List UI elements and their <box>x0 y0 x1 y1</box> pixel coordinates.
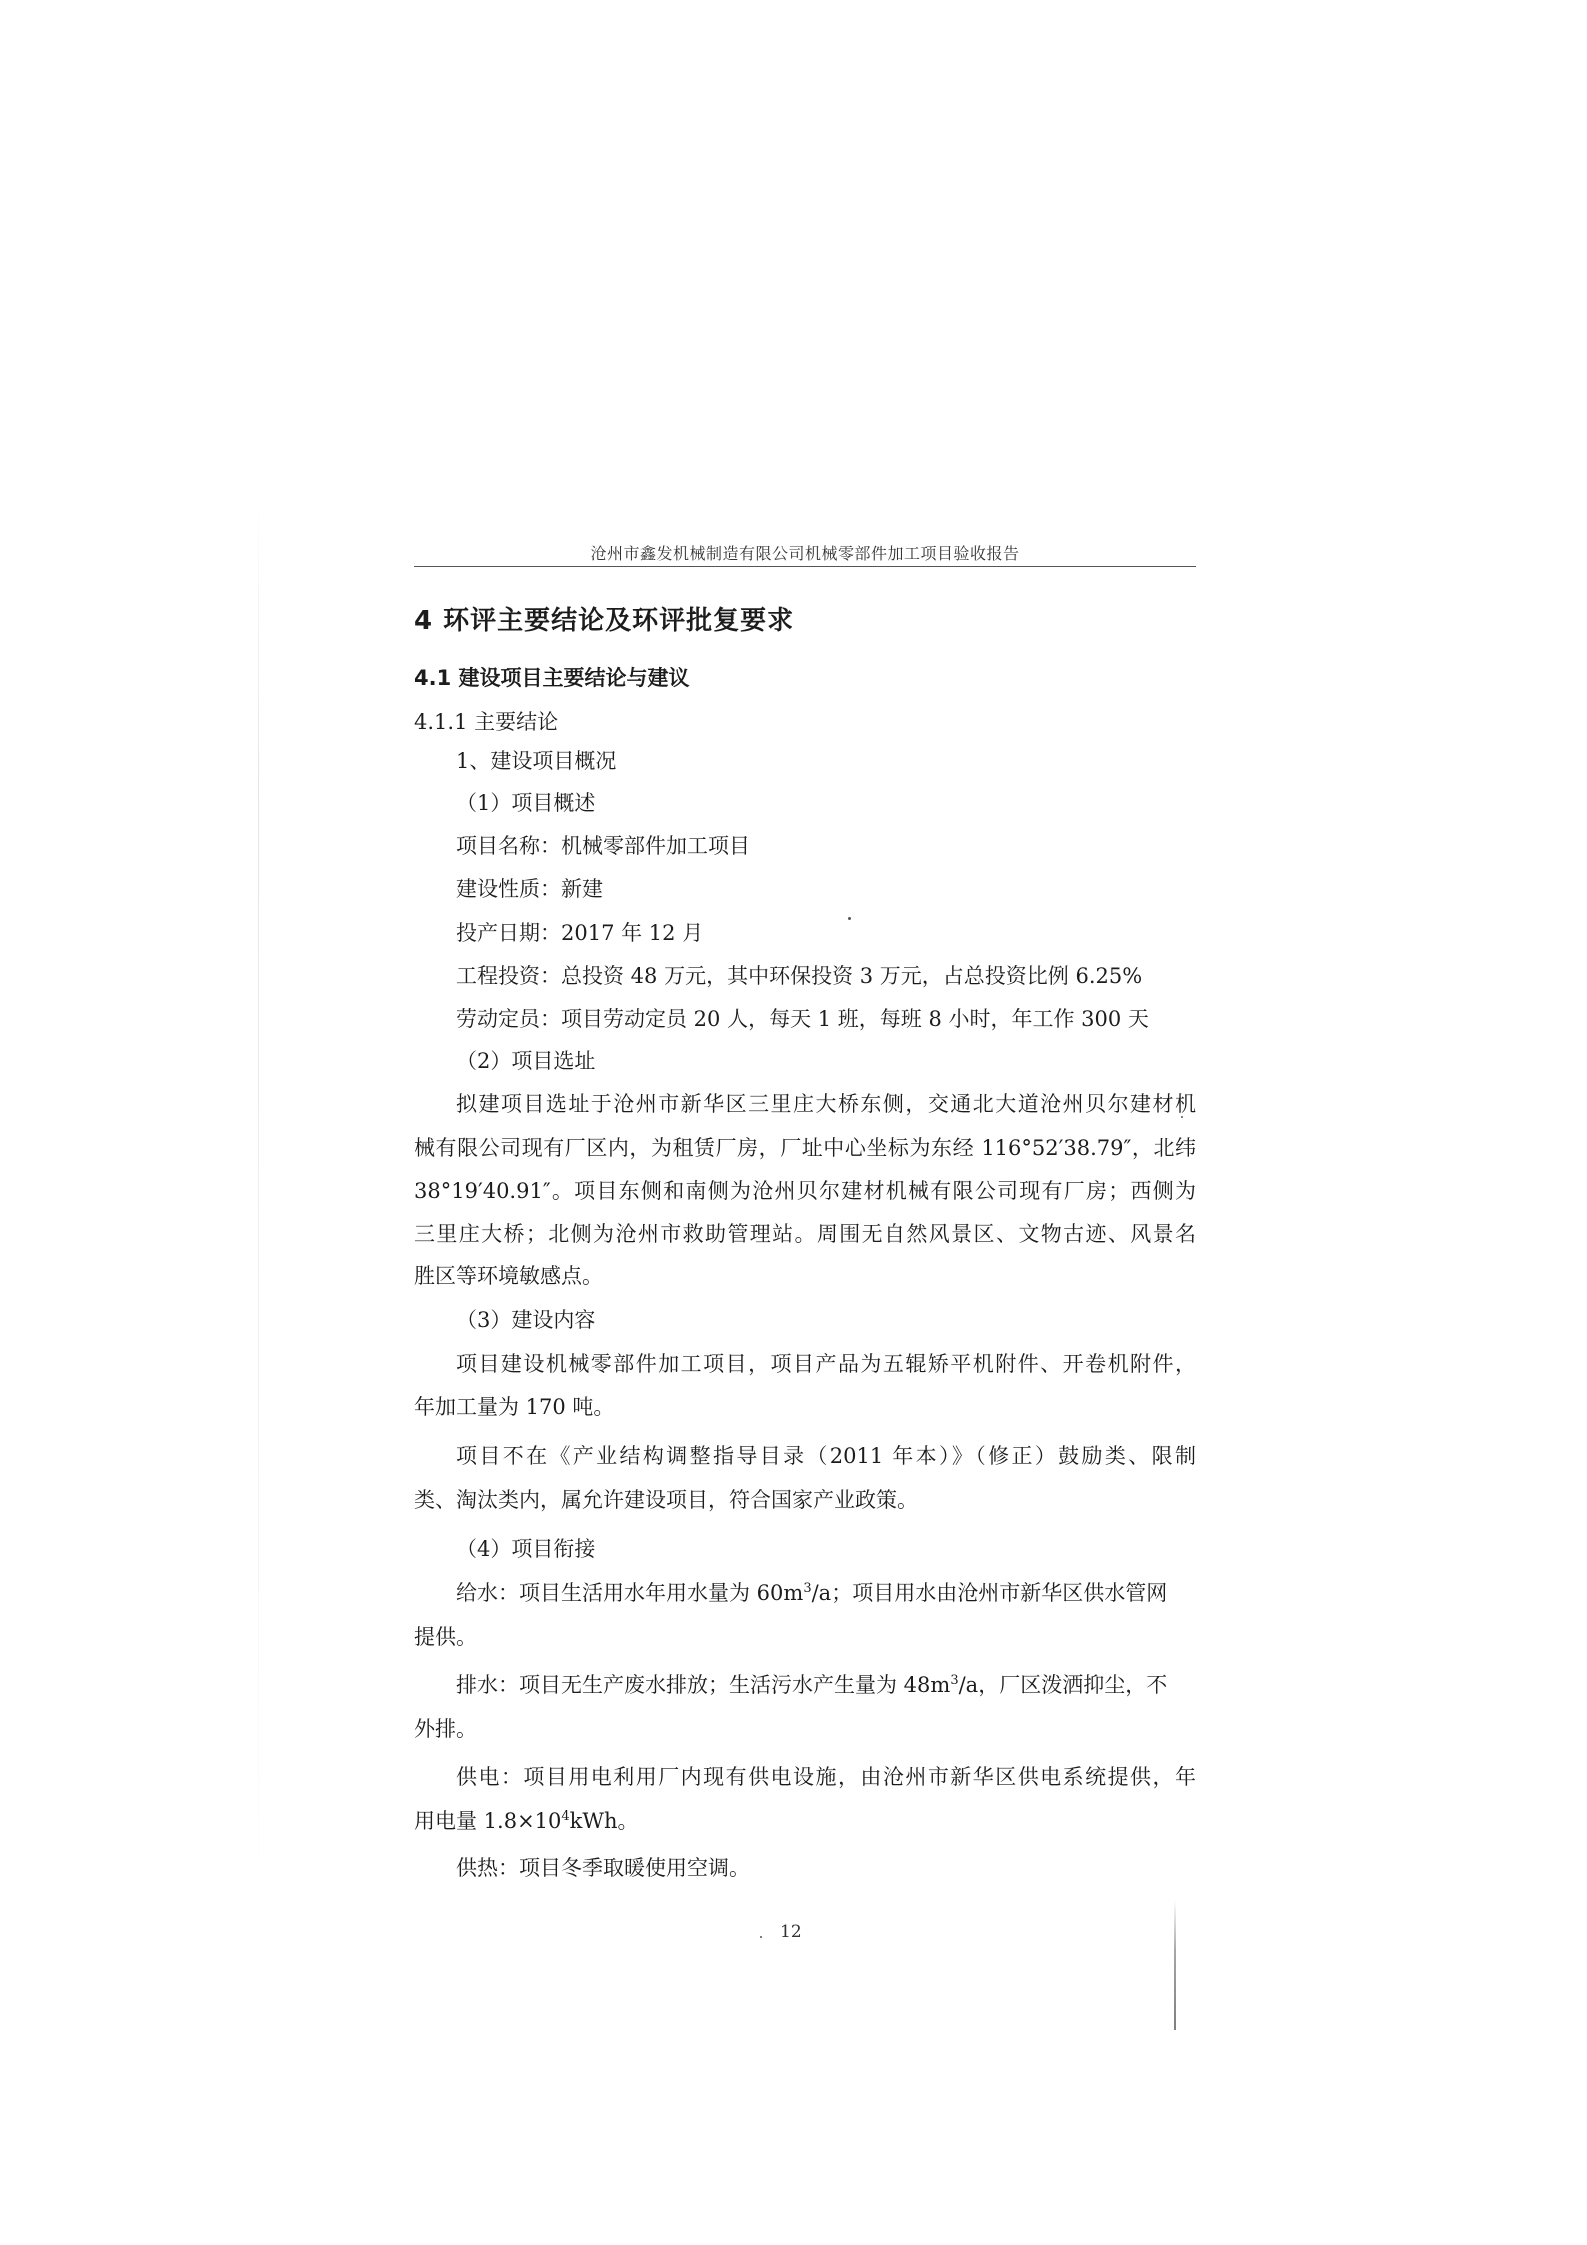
site-paragraph-line: 胜区等环境敏感点。 <box>414 1264 603 1288</box>
site-paragraph-line: 三里庄大桥；北侧为沧州市救助管理站。周围无自然风景区、文物古迹、风景名 <box>414 1222 1196 1246</box>
section-heading: 4.1 建设项目主要结论与建议 <box>414 666 690 690</box>
construction-nature: 建设性质：新建 <box>456 877 603 901</box>
power-line <box>414 1806 639 1836</box>
content-paragraph-line: 年加工量为 170 吨。 <box>414 1395 615 1419</box>
subsection-heading: 4.1.1 主要结论 <box>414 710 559 734</box>
page-number: 12 <box>780 1922 802 1942</box>
power-text: 用电量 1.8×10 <box>414 1809 562 1833</box>
header-rule <box>414 566 1196 567</box>
site-paragraph-line: 械有限公司现有厂区内，为租赁厂房，厂址中心坐标为东经 116°52′38.79″，北纬 <box>414 1136 1196 1160</box>
content-paragraph-line: 项目建设机械零部件加工项目，项目产品为五辊矫平机附件、开卷机附件， <box>456 1352 1196 1376</box>
water-supply-line <box>456 1578 1167 1608</box>
scan-edge-shadow-right <box>1174 1900 1176 2030</box>
scan-speck <box>1181 1116 1183 1118</box>
power-line: 供电：项目用电利用厂内现有供电设施，由沧州市新华区供电系统提供，年 <box>456 1765 1196 1789</box>
scan-speck <box>760 1936 762 1938</box>
drainage-text-cont: /a，厂区泼洒抑尘，不 <box>958 1673 1168 1697</box>
subheading-project-summary: （1）项目概述 <box>456 791 596 815</box>
drainage-superscript: 3 <box>950 1673 959 1688</box>
water-supply-line: 提供。 <box>414 1625 477 1649</box>
drainage-text: 排水：项目无生产废水排放；生活污水产生量为 48m <box>456 1673 951 1697</box>
water-supply-text: 给水：项目生活用水年用水量为 60m <box>456 1581 804 1605</box>
operation-date: 投产日期：2017 年 12 月 <box>456 921 704 945</box>
site-paragraph-line: 拟建项目选址于沧州市新华区三里庄大桥东侧，交通北大道沧州贝尔建材机 <box>456 1092 1196 1116</box>
scan-edge-shadow-left <box>258 495 259 1915</box>
subheading-project-connection: （4）项目衔接 <box>456 1537 596 1561</box>
chapter-heading: 4 环评主要结论及环评批复要求 <box>414 606 795 636</box>
investment: 工程投资：总投资 48 万元，其中环保投资 3 万元，占总投资比例 6.25% <box>456 964 1143 988</box>
policy-paragraph-line: 项目不在《产业结构调整指导目录（2011 年本）》（修正）鼓励类、限制 <box>456 1444 1196 1468</box>
heating-line: 供热：项目冬季取暖使用空调。 <box>456 1856 750 1880</box>
water-supply-text-cont: /a；项目用水由沧州市新华区供水管网 <box>811 1581 1168 1605</box>
power-text-cont: kWh。 <box>569 1809 639 1833</box>
subheading-construction-content: （3）建设内容 <box>456 1308 596 1332</box>
drainage-line: 外排。 <box>414 1717 477 1741</box>
list-item-overview: 1、建设项目概况 <box>456 749 617 773</box>
subheading-site-selection: （2）项目选址 <box>456 1049 596 1073</box>
site-paragraph-line: 38°19′40.91″。项目东侧和南侧为沧州贝尔建材机械有限公司现有厂房；西侧为 <box>414 1179 1196 1203</box>
running-header: 沧州市鑫发机械制造有限公司机械零部件加工项目验收报告 <box>590 544 1020 563</box>
scan-speck <box>848 917 851 920</box>
water-supply-superscript: 3 <box>803 1581 812 1596</box>
policy-paragraph-line: 类、淘汰类内，属允许建设项目，符合国家产业政策。 <box>414 1488 918 1512</box>
drainage-line <box>456 1670 1167 1700</box>
staffing: 劳动定员：项目劳动定员 20 人，每天 1 班，每班 8 小时，年工作 300 天 <box>456 1007 1149 1031</box>
power-superscript: 4 <box>561 1809 570 1824</box>
project-name: 项目名称：机械零部件加工项目 <box>456 834 750 858</box>
